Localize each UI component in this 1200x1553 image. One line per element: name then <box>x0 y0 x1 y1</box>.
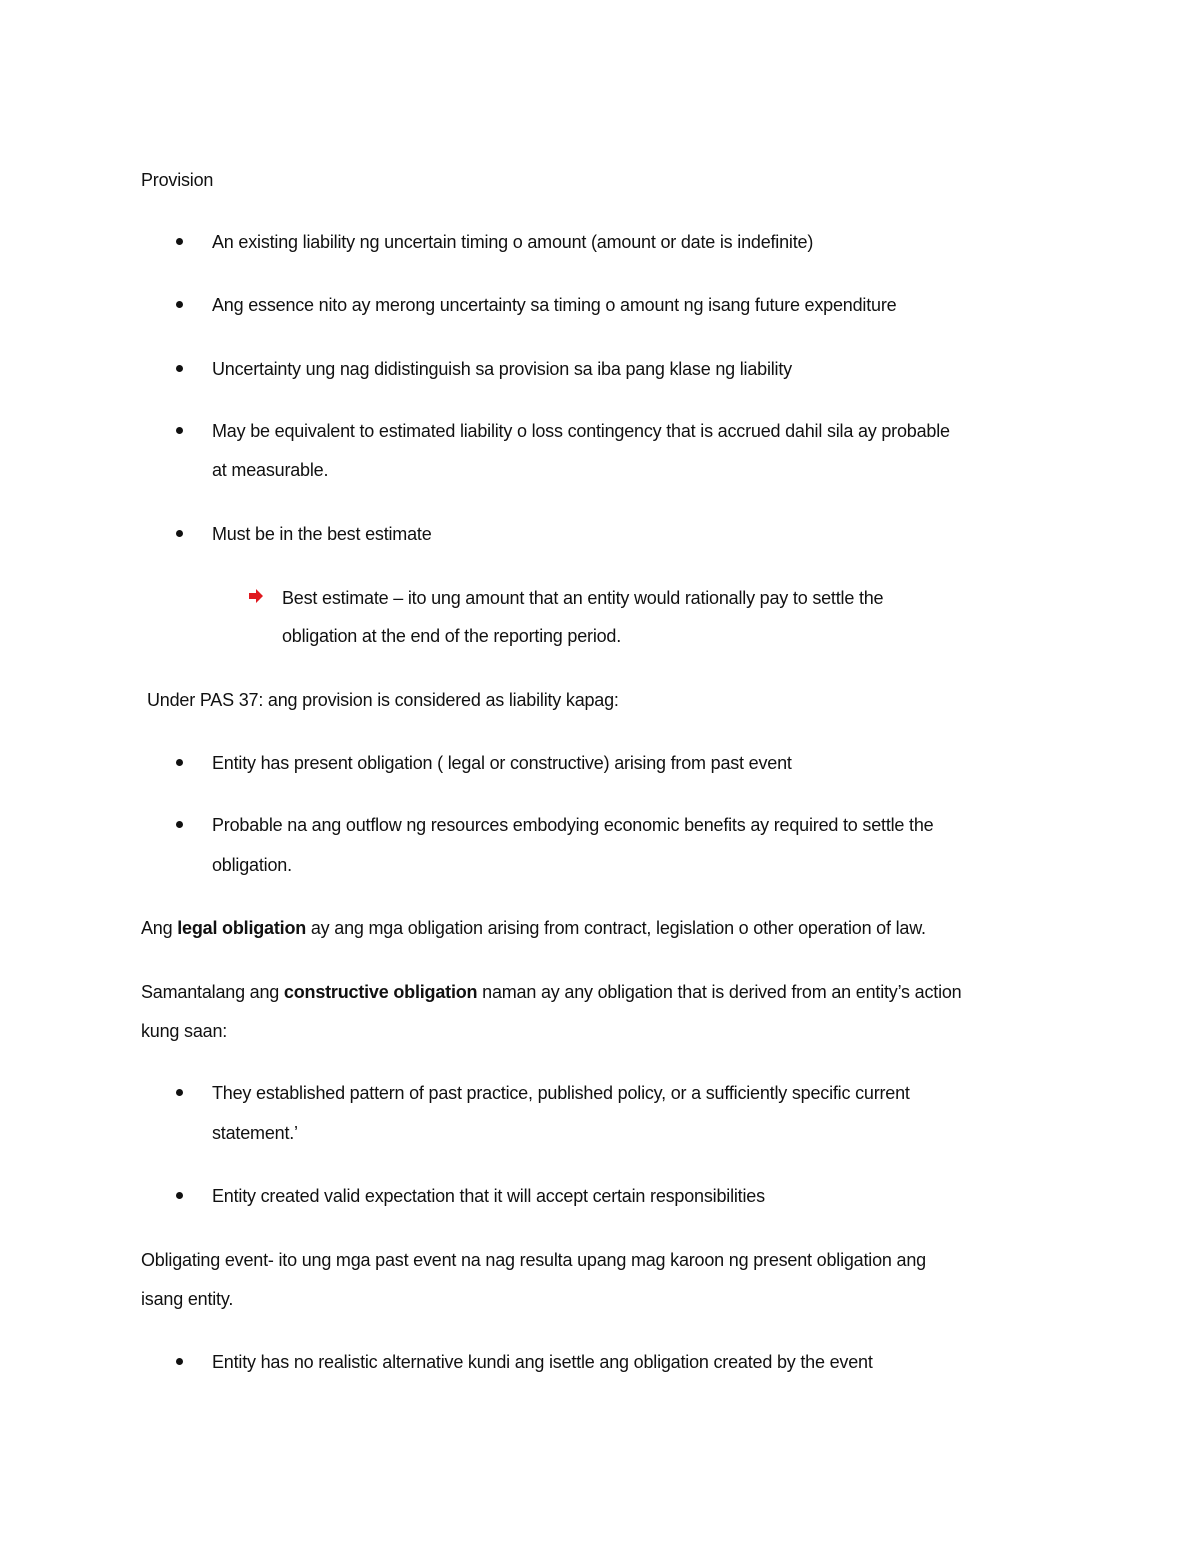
bullet-text: Ang essence nito ay merong uncertainty sa timing o amount ng isang future expenditure <box>212 295 897 315</box>
legal-rest: ay ang mga obligation arising from contract, legislation o other operation of law. <box>306 918 926 938</box>
bullet-text: May be equivalent to estimated liability o loss contingency that is accrued dahil sila ay probable <box>212 421 950 441</box>
bullet-dot <box>176 1089 183 1096</box>
constructive-paragraph-continued: kung saan: <box>141 1021 228 1041</box>
bullet-dot <box>176 427 183 434</box>
bullet-dot <box>176 530 183 537</box>
bullet-dot <box>176 821 183 828</box>
legal-obligation-term: legal obligation <box>177 918 307 938</box>
bullet-dot <box>176 759 183 766</box>
bullet-text-continued: obligation. <box>212 855 292 875</box>
bullet-text: An existing liability ng uncertain timing o amount (amount or date is indefinite) <box>212 232 814 252</box>
bullet-text: Entity created valid expectation that it will accept certain responsibilities <box>212 1186 765 1206</box>
bullet-text: Entity has no realistic alternative kundi ang isettle ang obligation created by the event <box>212 1352 873 1372</box>
bullet-dot <box>176 301 183 308</box>
constructive-prefix: Samantalang ang <box>141 982 284 1002</box>
obligating-event-paragraph: Obligating event- ito ung mga past event na nag resulta upang mag karoon ng present obligation ang <box>141 1250 926 1270</box>
bullet-text-continued: statement.’ <box>212 1123 298 1143</box>
section-title: Provision <box>141 170 214 190</box>
legal-prefix: Ang <box>141 918 178 938</box>
sub-bullet-text: Best estimate – ito ung amount that an entity would rationally pay to settle the <box>282 588 884 608</box>
bullet-text: Must be in the best estimate <box>212 524 432 544</box>
constructive-obligation-paragraph <box>141 981 962 1003</box>
bullet-dot <box>176 365 183 372</box>
pas37-heading: Under PAS 37: ang provision is considered as liability kapag: <box>147 690 619 710</box>
legal-obligation-paragraph <box>141 917 926 939</box>
constructive-rest: naman ay any obligation that is derived from an entity’s action <box>477 982 962 1002</box>
bullet-text-continued: at measurable. <box>212 460 329 480</box>
bullet-dot <box>176 1192 183 1199</box>
bullet-text: Probable na ang outflow ng resources embodying economic benefits ay required to settle the <box>212 815 934 835</box>
arrow-right-icon <box>248 589 264 603</box>
constructive-obligation-term: constructive obligation <box>283 982 478 1002</box>
bullet-text: They established pattern of past practice, published policy, or a sufficiently specific current <box>212 1083 910 1103</box>
sub-bullet-text-continued: obligation at the end of the reporting period. <box>282 626 622 646</box>
bullet-dot <box>176 1358 183 1365</box>
bullet-text: Entity has present obligation ( legal or constructive) arising from past event <box>212 753 792 773</box>
obligating-event-paragraph-continued: isang entity. <box>141 1289 234 1309</box>
bullet-dot <box>176 238 183 245</box>
bullet-text: Uncertainty ung nag didistinguish sa provision sa iba pang klase ng liability <box>212 359 792 379</box>
